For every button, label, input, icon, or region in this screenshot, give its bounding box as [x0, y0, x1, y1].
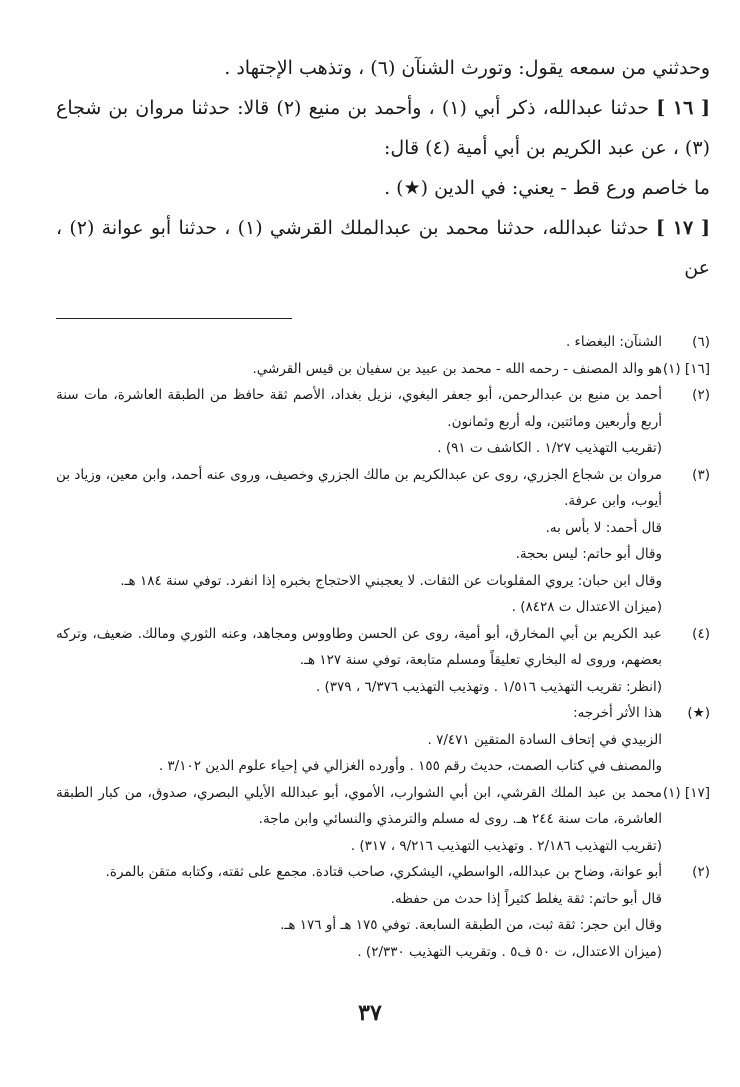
footnote-body — [56, 356, 662, 383]
footnote-line: محمد بن عبد الملك القرشي، ابن أبي الشوارب، الأموي، أبو عبدالله الأيلي البصري، صدوق، من كبار الطبقة العاشرة، مات سنة ٢٤٤ هـ. روى له مسلم والترمذي والنسائي وابن ماجة. — [56, 784, 662, 827]
footnote-line: الشنآن: البغضاء . — [565, 334, 662, 350]
footnote-line: قال أحمد: لا بأس به. — [545, 519, 662, 536]
footnote-number: (٣) — [692, 466, 710, 483]
footnote-line: مروان بن شجاع الجزري، روى عن عبدالكريم بن مالك الجزري وخصيف، وروى عنه أحمد، وابن معين، وزياد بن أيوب، وابن عرفة. — [56, 466, 662, 509]
footnote-number: (٤) — [692, 625, 710, 642]
footnote-number: (★) — [687, 705, 710, 721]
footnote — [56, 700, 710, 780]
entry-number: [ ١٧ ] — [655, 217, 710, 239]
footnote-line: والمصنف في كتاب الصمت، حديث رقم ١٥٥ . وأورده الغزالي في إحياء علوم الدين ٣/١٠٢ . — [158, 758, 662, 774]
footnote-body — [56, 780, 662, 860]
footnote-line: أحمد بن منيع بن عبدالرحمن، أبو جعفر البغوي، نزيل بغداد، الأصم ثقة حافظ من الطبقة العاشرة، مات سنة أربع وأربعين ومائتين، وله أربع وثمانون. — [56, 387, 662, 430]
footnote-line: قال أبو حاتم: ثقة يغلط كثيراً إذا حدث من حفظه. — [390, 890, 662, 907]
footnote-line: (ميزان الاعتدال، ت ٥٠ ف٥ . وتقريب التهذيب ٢/٣٣٠) . — [357, 943, 662, 960]
footnote-body — [56, 329, 662, 356]
footnote-line: (انظر: تقريب التهذيب ١/٥١٦ . وتهذيب التهذيب ٦/٣٧٦ ، ٣٧٩) . — [315, 678, 662, 695]
footnote-line: أبو عوانة، وضاح بن عبدالله، الواسطي، اليشكري، صاحب قتادة. مجمع على ثقته، وكتابه متقن بالمرة. — [105, 864, 662, 880]
document-page — [56, 48, 710, 965]
footnote — [56, 780, 710, 860]
main-text — [56, 48, 710, 288]
footnote — [56, 621, 710, 701]
footnote-line: الزبيدي في إتحاف السادة المتقين ٧/٤٧١ . — [427, 731, 662, 748]
footnote-number: (٢) — [692, 864, 710, 880]
footnote-line: وقال أبو حاتم: ليس بحجة. — [515, 546, 662, 562]
footnote-number: (٢) — [692, 387, 710, 403]
footnote — [56, 329, 710, 356]
footnote — [56, 356, 710, 383]
entry-number: [ ١٦ ] — [656, 97, 711, 119]
footnote-line: هذا الأثر أخرجه: — [573, 705, 662, 721]
entry-text: حدثنا عبدالله، حدثنا محمد بن عبدالملك القرشي (١) ، حدثنا أبو عوانة (٢) ، عن — [56, 217, 710, 279]
footnote-line: (تقريب التهذيب ١/٢٧ . الكاشف ت ٩١) . — [437, 440, 662, 456]
entry-16 — [56, 88, 710, 168]
footnote-line: هو والد المصنف - رحمه الله - محمد بن عبيد بن سفيان بن قيس القرشي. — [252, 360, 662, 377]
footnote-divider — [56, 318, 292, 319]
footnote-body — [56, 700, 662, 780]
page-number: ٣٧ — [358, 1000, 382, 1026]
footnote-line: (ميزان الاعتدال ت ٨٤٢٨) . — [511, 599, 662, 615]
paragraph-1: وحدثني من سمعه يقول: وتورث الشنآن (٦) ، وتذهب الإجتهاد . — [224, 57, 710, 79]
footnote — [56, 859, 710, 965]
footnote-line: وقال ابن حجر: ثقة ثبت، من الطبقة السابعة. توفي ١٧٥ هـ أو ١٧٦ هـ. — [280, 917, 662, 933]
footnote-body — [56, 859, 662, 965]
entry-17 — [56, 208, 710, 288]
footnote-number: [١٧] (١) — [662, 784, 710, 801]
footnote — [56, 382, 710, 462]
entry-text: حدثنا عبدالله، ذكر أبي (١) ، وأحمد بن منيع (٢) قالا: حدثنا مروان بن شجاع (٣) ، عن عبد الكريم بن أبي أمية (٤) قال: — [56, 97, 710, 159]
paragraph-3: ما خاصم ورع قط - يعني: في الدين (★) . — [384, 177, 710, 199]
footnote-number: (٦) — [692, 334, 710, 350]
footnote-body — [56, 462, 662, 621]
footnote-line: وقال ابن حبان: يروي المقلوبات عن الثقات. لا يعجبني الاحتجاج بخبره إذا انفرد. توفي سنة ١٨٤ هـ. — [120, 572, 662, 589]
footnote-body — [56, 621, 662, 701]
footnote-number: [١٦] (١) — [662, 360, 710, 377]
footnote-body — [56, 382, 662, 462]
footnote-line: (تقريب التهذيب ٢/١٨٦ . وتهذيب التهذيب ٩/٢١٦ ، ٣١٧) . — [350, 837, 662, 854]
footnote-line: عبد الكريم بن أبي المخارق، أبو أمية، روى عن الحسن وطاووس ومجاهد، وعنه الثوري ومالك. ضعيف، وتركه بعضهم، وروى له البخاري تعليقاً ومسلم متابعة، توفي سنة ١٢٧ هـ. — [56, 625, 662, 668]
footnote — [56, 462, 710, 621]
footnotes — [56, 329, 710, 965]
